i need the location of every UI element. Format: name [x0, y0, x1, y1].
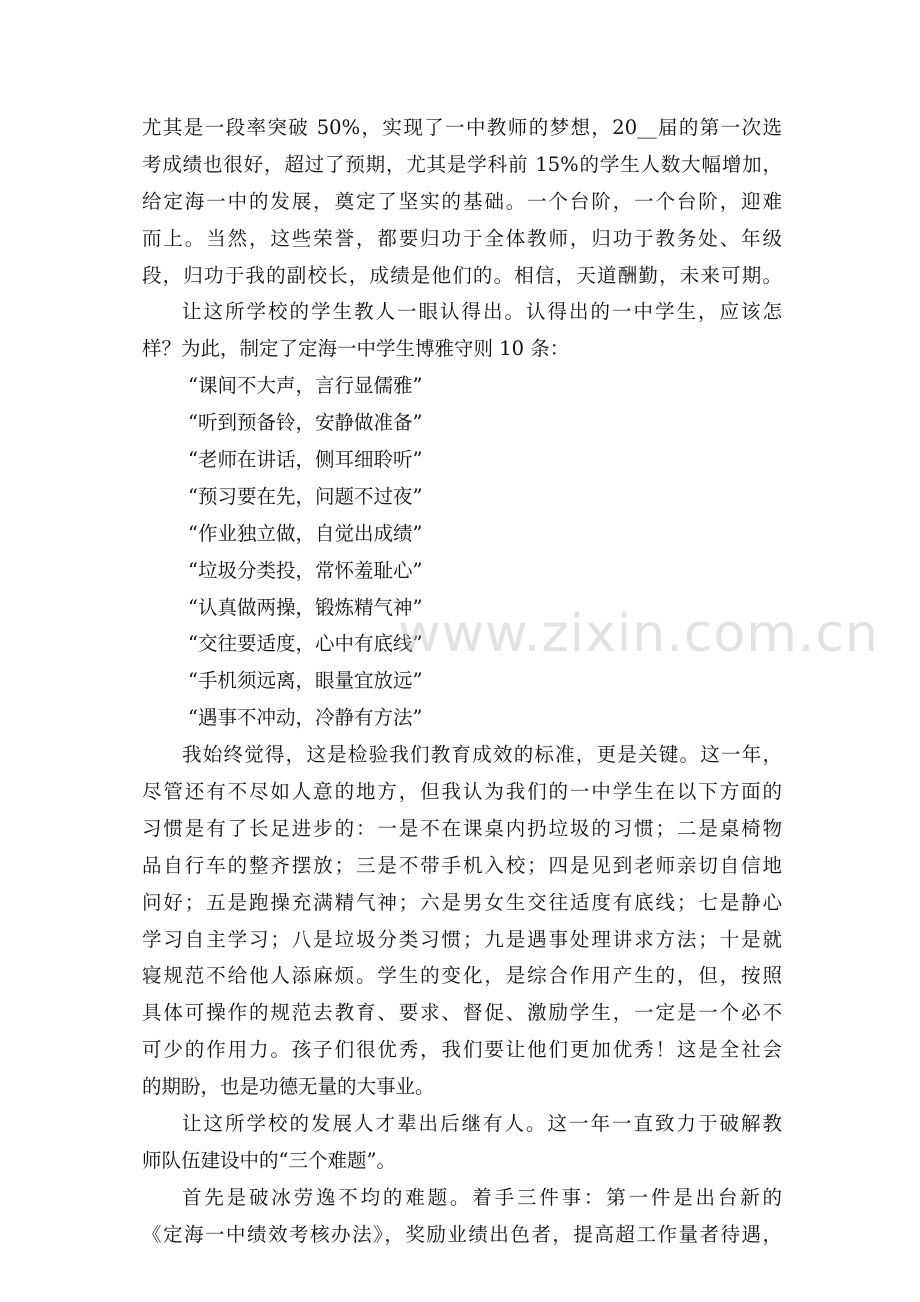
text-line: 具体可操作的规范去教育、要求、督促、激励学生，一定是一个必不 — [142, 1001, 782, 1025]
text-line: 尽管还有不尽如人意的地方，但我认为我们的一中学生在以下方面的 — [142, 780, 782, 804]
conduct-rule-1: “课间不大声，言行显儒雅” — [188, 374, 423, 398]
conduct-rule-6: “垃圾分类投，常怀羞耻心” — [188, 558, 423, 582]
text-line: 习惯是有了长足进步的：一是不在课桌内扔垃圾的习惯；二是桌椅物 — [142, 816, 782, 840]
paragraph-start-line: 让这所学校的发展人才辈出后继有人。这一年一直致力于破解教 — [182, 1112, 782, 1136]
conduct-rule-5: “作业独立做，自觉出成绩” — [188, 521, 423, 545]
body-text — [142, 110, 782, 1254]
text-line: 的期盼，也是功德无量的大事业。 — [142, 1075, 435, 1099]
text-line: 尤其是一段率突破 50%，实现了一中教师的梦想，20__届的第一次选 — [142, 116, 782, 139]
text-line: 段，归功于我的副校长，成绩是他们的。相信，天道酬勤，未来可期。 — [142, 263, 782, 287]
text-line: 考成绩也很好，超过了预期，尤其是学科前 15%的学生人数大幅增加， — [142, 152, 782, 176]
text-line: 《定海一中绩效考核办法》，奖励业绩出色者，提高超工作量者待遇， — [142, 1222, 782, 1246]
paragraph-start-line: 首先是破冰劳逸不均的难题。着手三件事：第一件是出台新的 — [182, 1185, 782, 1209]
text-line: 师队伍建设中的“三个难题”。 — [142, 1148, 396, 1172]
paragraph-start-line: 让这所学校的学生教人一眼认得出。认得出的一中学生，应该怎 — [182, 300, 782, 324]
text-line: 问好；五是跑操充满精气神；六是男女生交往适度有底线；七是静心 — [142, 890, 782, 914]
conduct-rule-4: “预习要在先，问题不过夜” — [188, 484, 423, 508]
conduct-rule-2: “听到预备铃，安静做准备” — [188, 411, 423, 435]
text-line: 样？为此，制定了定海一中学生博雅守则 10 条： — [142, 337, 570, 361]
conduct-rule-9: “手机须远离，眼量宜放远” — [188, 669, 423, 693]
text-line: 学习自主学习；八是垃圾分类习惯；九是遇事处理讲求方法；十是就 — [142, 927, 782, 951]
paragraph-start-line: 我始终觉得，这是检验我们教育成效的标准，更是关键。这一年， — [182, 743, 782, 767]
conduct-rule-8: “交往要适度，心中有底线” — [188, 632, 423, 656]
text-line: 而上。当然，这些荣誉，都要归功于全体教师，归功于教务处、年级 — [142, 226, 782, 250]
text-line: 给定海一中的发展，奠定了坚实的基础。一个台阶，一个台阶，迎难 — [142, 189, 782, 213]
conduct-rule-3: “老师在讲话，侧耳细聆听” — [188, 448, 423, 472]
text-line: 可少的作用力。孩子们很优秀，我们要让他们更加优秀！这是全社会 — [142, 1038, 782, 1062]
watermark: www.zixin.com.cn — [398, 604, 879, 664]
conduct-rule-10: “遇事不冲动，冷静有方法” — [188, 706, 423, 730]
text-line: 品自行车的整齐摆放；三是不带手机入校；四是见到老师亲切自信地 — [142, 853, 782, 877]
conduct-rule-7: “认真做两操，锻炼精气神” — [188, 595, 423, 619]
text-line: 寝规范不给他人添麻烦。学生的变化，是综合作用产生的，但，按照 — [142, 964, 782, 988]
